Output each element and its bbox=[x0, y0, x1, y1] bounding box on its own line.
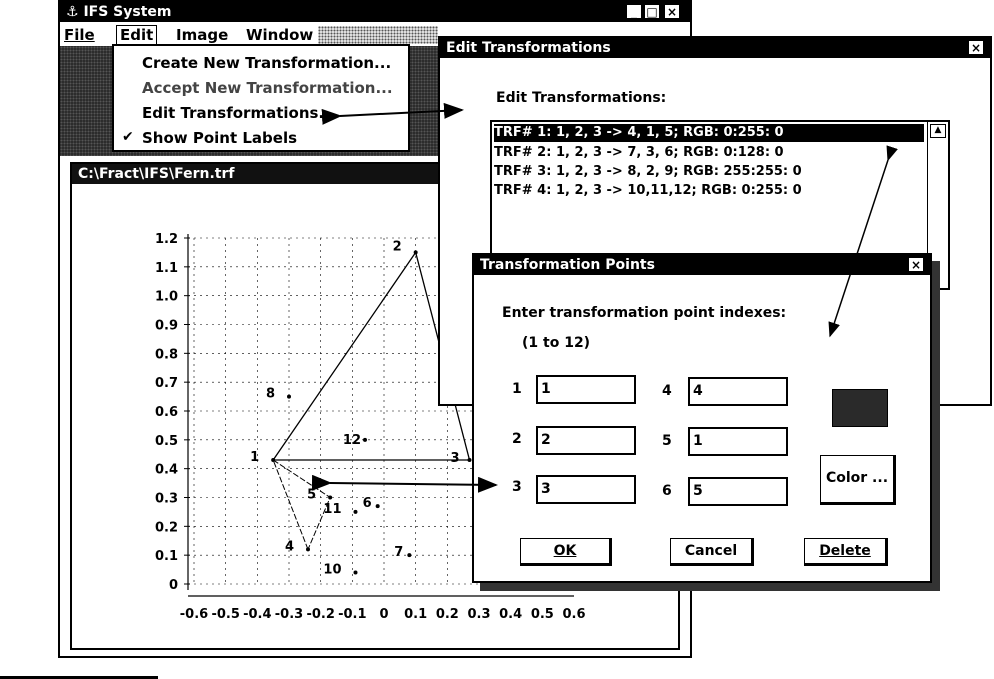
x-tick-label: -0.2 bbox=[306, 607, 335, 622]
x-tick-label: 0 bbox=[379, 607, 389, 622]
list-item[interactable]: TRF# 3: 1, 2, 3 -> 8, 2, 9; RGB: 255:255: 0 bbox=[494, 164, 802, 179]
y-tick-label: 1.0 bbox=[154, 289, 178, 305]
point-label: 4 bbox=[284, 539, 294, 555]
x-tick-label: 0.6 bbox=[562, 607, 586, 622]
point-label: 7 bbox=[394, 545, 404, 561]
point-index-input-3[interactable]: 3 bbox=[536, 475, 636, 504]
list-item[interactable]: TRF# 1: 1, 2, 3 -> 4, 1, 5; RGB: 0:255: 0 bbox=[494, 124, 924, 142]
y-tick-label: 1.2 bbox=[154, 232, 178, 247]
field-label-4: 4 bbox=[662, 383, 672, 399]
menu-edit[interactable]: Edit bbox=[116, 25, 157, 45]
data-point bbox=[287, 395, 291, 399]
data-point bbox=[376, 504, 380, 508]
point-label: 3 bbox=[450, 451, 460, 467]
point-label: 10 bbox=[323, 562, 342, 578]
minimize-icon[interactable]: _ bbox=[626, 4, 642, 19]
menu-item-show-point-labels[interactable]: Show Point Labels bbox=[142, 129, 298, 147]
point-label: 1 bbox=[250, 450, 260, 466]
data-point bbox=[363, 438, 367, 442]
point-index-input-1[interactable]: 1 bbox=[536, 375, 636, 404]
y-tick-label: 0.4 bbox=[154, 462, 178, 478]
data-point bbox=[407, 553, 411, 557]
y-tick-label: 0.8 bbox=[154, 347, 178, 363]
y-tick-label: 1.1 bbox=[154, 260, 178, 276]
x-tick-label: -0.1 bbox=[338, 607, 367, 622]
data-point bbox=[468, 458, 472, 462]
target-triangle bbox=[273, 460, 330, 549]
edit-dialog-heading: Edit Transformations: bbox=[496, 90, 667, 106]
delete-button[interactable]: Delete bbox=[804, 538, 888, 566]
y-tick-label: 0 bbox=[168, 578, 178, 593]
menu-file[interactable]: File bbox=[64, 26, 95, 44]
menu-item-edit-transformations[interactable]: Edit Transformations... bbox=[142, 104, 336, 122]
x-tick-label: -0.5 bbox=[211, 607, 240, 622]
data-point bbox=[271, 458, 275, 462]
points-range: (1 to 12) bbox=[522, 335, 591, 351]
point-label: 8 bbox=[265, 386, 275, 402]
color-swatch bbox=[832, 389, 888, 427]
field-label-3: 3 bbox=[512, 479, 522, 495]
scroll-up-icon[interactable]: ▲ bbox=[930, 124, 946, 138]
point-label: 12 bbox=[342, 432, 361, 448]
edit-dialog-title: Edit Transformations bbox=[446, 40, 611, 56]
field-label-1: 1 bbox=[512, 381, 522, 397]
edit-dialog-close-icon[interactable]: × bbox=[968, 40, 984, 55]
edit-dialog-title-bar[interactable] bbox=[440, 38, 990, 58]
ok-button[interactable]: OK bbox=[520, 538, 612, 566]
close-icon[interactable]: × bbox=[664, 4, 680, 19]
y-tick-label: 0.5 bbox=[154, 433, 178, 449]
point-label: 11 bbox=[323, 501, 342, 517]
x-tick-label: 0.4 bbox=[499, 607, 523, 622]
list-item[interactable]: TRF# 2: 1, 2, 3 -> 7, 3, 6; RGB: 0:128: 0 bbox=[494, 145, 784, 160]
x-tick-label: -0.3 bbox=[274, 607, 304, 622]
data-point bbox=[354, 570, 358, 574]
point-index-input-2[interactable]: 2 bbox=[536, 426, 636, 455]
main-title-bar[interactable] bbox=[60, 2, 690, 22]
field-label-6: 6 bbox=[662, 483, 672, 499]
app-icon: ⚓ bbox=[66, 4, 84, 20]
list-item[interactable]: TRF# 4: 1, 2, 3 -> 10,11,12; RGB: 0:255: 0 bbox=[494, 183, 802, 198]
x-tick-label: -0.6 bbox=[179, 607, 209, 622]
y-tick-label: 0.1 bbox=[154, 549, 178, 565]
check-mark-icon: ✔ bbox=[122, 129, 134, 145]
color-button[interactable]: Color ... bbox=[820, 455, 896, 505]
point-index-input-5[interactable]: 1 bbox=[688, 427, 788, 456]
y-tick-label: 0.2 bbox=[154, 520, 178, 536]
y-tick-label: 0.9 bbox=[154, 318, 178, 334]
point-label: 2 bbox=[392, 239, 402, 255]
menu-bar-filler bbox=[318, 26, 438, 44]
maximize-icon[interactable]: □ bbox=[644, 4, 660, 19]
points-dialog-close-icon[interactable]: × bbox=[908, 257, 924, 272]
cancel-button[interactable]: Cancel bbox=[670, 538, 754, 566]
x-tick-label: -0.4 bbox=[243, 607, 272, 622]
point-label: 6 bbox=[362, 496, 372, 512]
plot-title: C:\Fract\IFS\Fern.trf bbox=[78, 166, 235, 182]
points-dialog-title: Transformation Points bbox=[480, 257, 655, 273]
field-label-2: 2 bbox=[512, 431, 522, 447]
menu-image[interactable]: Image bbox=[176, 26, 229, 44]
data-point bbox=[354, 510, 358, 514]
x-tick-label: 0.5 bbox=[530, 607, 554, 622]
x-tick-label: 0.3 bbox=[467, 607, 491, 622]
transformation-points-dialog bbox=[472, 253, 932, 583]
main-title: IFS System bbox=[83, 4, 172, 20]
x-tick-label: 0.1 bbox=[404, 607, 428, 622]
points-dialog-title-bar[interactable] bbox=[474, 255, 930, 275]
data-point bbox=[414, 250, 418, 254]
x-tick-label: 0.2 bbox=[435, 607, 459, 622]
menu-item-create-transformation[interactable]: Create New Transformation... bbox=[142, 54, 392, 72]
points-prompt: Enter transformation point indexes: bbox=[502, 305, 787, 321]
menu-item-accept-transformation[interactable]: Accept New Transformation... bbox=[142, 79, 393, 97]
data-point bbox=[328, 496, 332, 500]
point-label: 5 bbox=[307, 487, 317, 503]
point-index-input-6[interactable]: 5 bbox=[688, 477, 788, 506]
field-label-5: 5 bbox=[662, 433, 672, 449]
edit-menu-dropdown bbox=[112, 44, 410, 152]
menu-window[interactable]: Window bbox=[246, 26, 314, 44]
point-index-input-4[interactable]: 4 bbox=[688, 377, 788, 406]
data-point bbox=[306, 547, 310, 551]
y-tick-label: 0.3 bbox=[154, 491, 178, 507]
y-tick-label: 0.6 bbox=[154, 405, 178, 420]
y-tick-label: 0.7 bbox=[154, 376, 178, 392]
